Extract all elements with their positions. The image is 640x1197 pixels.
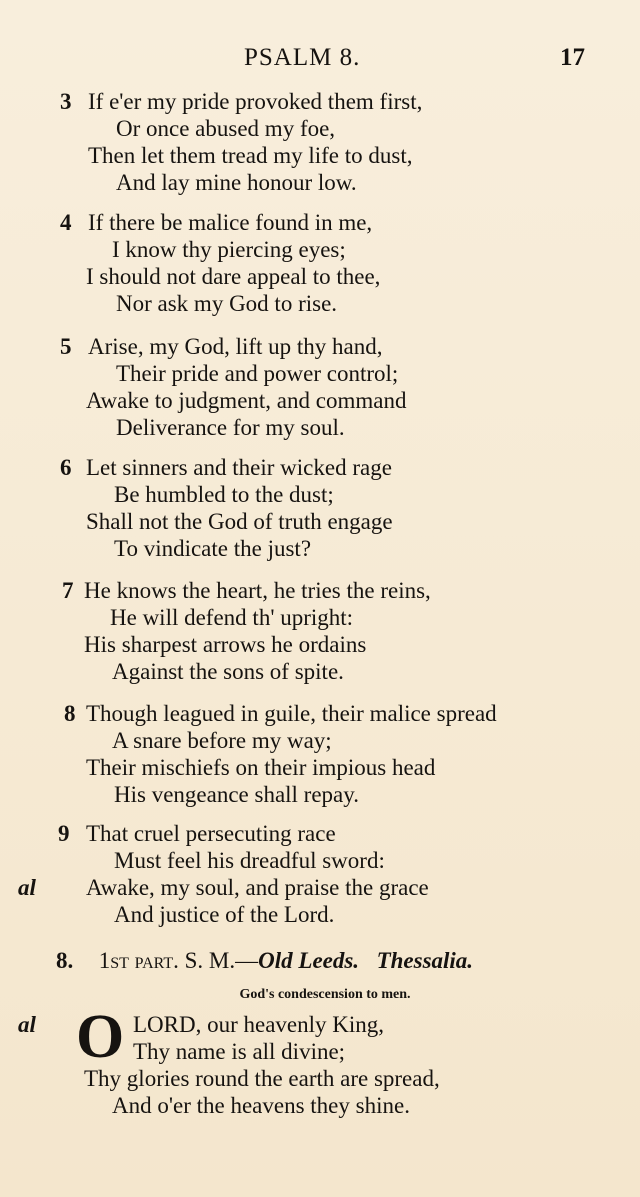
- verse-line: And o'er the heavens they shine.: [112, 1093, 410, 1118]
- verse-line: And justice of the Lord.: [114, 902, 335, 927]
- stanza-number: 8: [64, 701, 76, 726]
- verse-line: Be humbled to the dust;: [114, 482, 334, 507]
- stanza-number: 6: [60, 455, 72, 480]
- verse-line: Thy name is all divine;: [133, 1039, 346, 1064]
- verse-line: Nor ask my God to rise.: [116, 291, 338, 316]
- hymn-subtitle: God's condescension to men.: [239, 987, 411, 1002]
- verse-line: If e'er my pride provoked them first,: [88, 89, 423, 114]
- verse-line: Their pride and power control;: [116, 361, 399, 386]
- running-title: PSALM 8.: [244, 44, 361, 71]
- verse-line: That cruel persecuting race: [86, 821, 336, 846]
- verse-line: Though leagued in guile, their malice spread: [86, 701, 497, 726]
- tune-name: Old Leeds.: [258, 948, 360, 973]
- drop-cap: O: [76, 1003, 125, 1071]
- page-number: 17: [560, 44, 585, 71]
- verse-line: Against the sons of spite.: [112, 659, 344, 684]
- verse-line: I know thy piercing eyes;: [112, 237, 346, 262]
- verse-line: Deliverance for my soul.: [116, 415, 345, 440]
- verse-line: His vengeance shall repay.: [114, 782, 360, 807]
- verse-line: To vindicate the just?: [114, 536, 312, 561]
- verse-line: Their mischiefs on their impious head: [86, 755, 436, 780]
- stanza-number: 5: [60, 334, 72, 359]
- verse-line: Shall not the God of truth engage: [86, 509, 393, 534]
- verse-line: Awake to judgment, and command: [86, 388, 407, 413]
- margin-mark: al: [18, 875, 36, 900]
- tune-name-alt: Thessalia.: [376, 948, 474, 973]
- verse-line: If there be malice found in me,: [88, 210, 373, 235]
- section-heading: [56, 948, 473, 974]
- verse-line: A snare before my way;: [112, 728, 332, 753]
- verse-line: LORD, our heavenly King,: [133, 1012, 385, 1037]
- stanza-number: 9: [58, 821, 70, 846]
- verse-line: He will defend th' upright:: [110, 605, 354, 630]
- verse-line: And lay mine honour low.: [116, 170, 357, 195]
- verse-line: He knows the heart, he tries the reins,: [84, 578, 431, 603]
- section-number: 8.: [56, 948, 74, 973]
- verse-line: Must feel his dreadful sword:: [114, 848, 385, 873]
- section-meter: S. M.—: [184, 948, 259, 973]
- verse-line: His sharpest arrows he ordains: [84, 632, 367, 657]
- stanza-number: 4: [60, 210, 72, 235]
- section-part: 1st part.: [98, 948, 179, 973]
- margin-mark: al: [18, 1012, 36, 1037]
- verse-line: Then let them tread my life to dust,: [88, 143, 413, 168]
- verse-line: Or once abused my foe,: [116, 116, 336, 141]
- page-header: [0, 44, 640, 76]
- stanza-number: 3: [60, 89, 72, 114]
- verse-line: Awake, my soul, and praise the grace: [86, 875, 429, 900]
- verse-line: Let sinners and their wicked rage: [86, 455, 392, 480]
- verse-line: I should not dare appeal to thee,: [86, 264, 381, 289]
- stanza-number: 7: [62, 578, 74, 603]
- verse-line: Arise, my God, lift up thy hand,: [88, 334, 383, 359]
- verse-line: Thy glories round the earth are spread,: [84, 1066, 440, 1091]
